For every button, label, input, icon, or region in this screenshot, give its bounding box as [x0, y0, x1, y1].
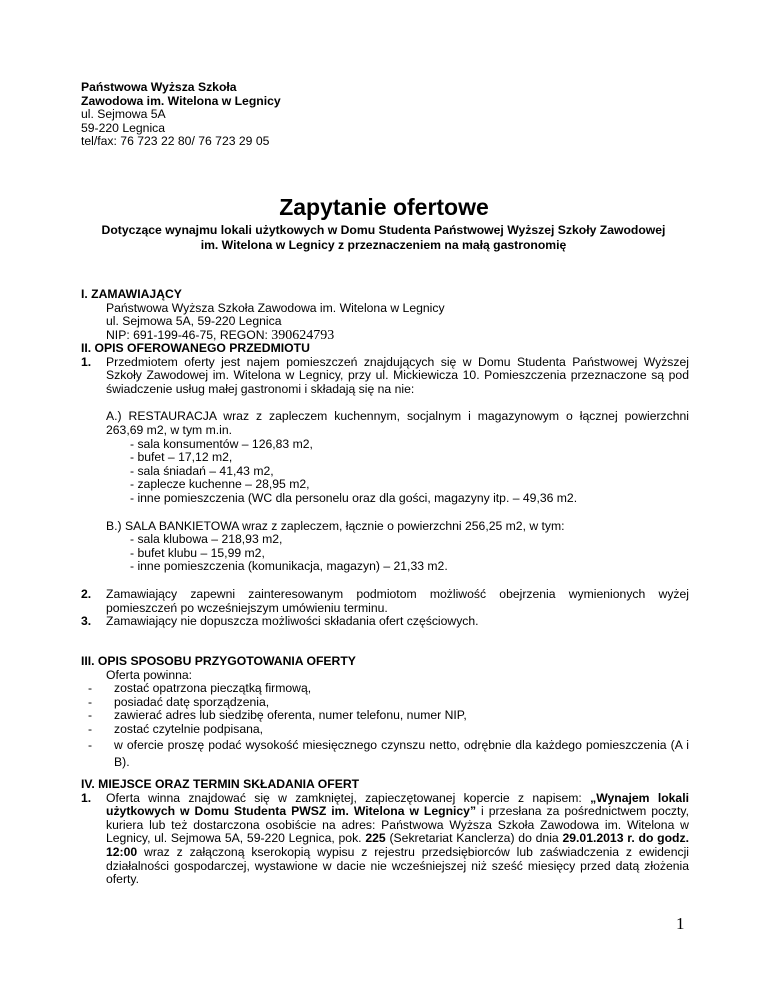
header-line: 59-220 Legnica [81, 120, 166, 135]
list-item-text: w ofercie proszę podać wysokość miesięcznego czynszu netto, odrębnie dla każdego pomieszczenia (A i B). [114, 737, 689, 769]
section-zamawiajacy [81, 288, 689, 342]
section-heading: IV. MIEJSCE ORAZ TERMIN SKŁADANIA OFERT [81, 777, 360, 791]
paragraph-text: Zamawiający zapewni zainteresowanym podmiotom możliwość obejrzenia wymienionych wyżej pomieszczeń po wcześniejszym umówieniu terminu. [106, 586, 689, 615]
list-item: - sala konsumentów – 126,83 m2, [130, 436, 313, 451]
document-subtitle [81, 223, 686, 252]
item-number: 1. [81, 790, 92, 805]
section-line: Państwowa Wyższa Szkoła Zawodowa im. Witelona w Legnicy [106, 300, 445, 315]
paragraph-text: Zamawiający nie dopuszcza możliwości składania ofert częściowych. [106, 614, 479, 629]
sender-header [81, 81, 281, 149]
option-a-intro: A.) RESTAURACJA wraz z zapleczem kuchennym, socjalnym i magazynowym o łącznej powierzchni 263,69 m2, w tym m.in. [106, 409, 689, 437]
list-item-text: zawierać adres lub siedzibę oferenta, numer telefonu, numer NIP, [114, 708, 467, 723]
list-item [81, 709, 689, 723]
bullet-dash: - [88, 737, 93, 752]
text-run: wraz z załączoną kserokopią wypisu z rejestru przedsiębiorców lub zaświadczenia z ewidencji działalności gospodarczej, wystawione w dacie nie wcześniejszej niż sześć miesięcy przed datą złożenia oferty. [106, 844, 689, 887]
item-number: 3. [81, 614, 92, 629]
header-line: ul. Sejmowa 5A [81, 107, 166, 122]
header-line: Zawodowa im. Witelona w Legnicy [81, 93, 281, 108]
list-item: - zaplecze kuchenne – 28,95 m2, [130, 477, 310, 492]
item-number: 1. [81, 354, 92, 369]
section-heading: I. ZAMAWIAJĄCY [81, 287, 182, 301]
option-b [81, 520, 689, 574]
subtitle-line: Dotyczące wynajmu lokali użytkowych w Domu Studenta Państwowej Wyższej Szkoły Zawodowej [101, 223, 666, 237]
page-number: 1 [676, 914, 685, 933]
deadline: 29.01.2013 r. do godz. 12:00 [106, 831, 689, 859]
numbered-paragraph [81, 588, 689, 615]
bullet-dash: - [88, 681, 93, 696]
list-item [81, 682, 689, 696]
bullet-dash: - [88, 694, 93, 709]
section-heading: III. OPIS SPOSOBU PRZYGOTOWANIA OFERTY [81, 654, 356, 668]
list-item: - bufet klubu – 15,99 m2, [130, 545, 265, 560]
numbered-paragraph [81, 615, 689, 629]
text-run: Oferta winna znajdować się w zamkniętej, zapieczętowanej kopercie z napisem: [106, 790, 591, 805]
list-item: - sala klubowa – 218,93 m2, [130, 532, 283, 547]
list-item: - inne pomieszczenia (komunikacja, magazyn) – 21,33 m2. [130, 559, 448, 574]
item-number: 2. [81, 586, 92, 601]
list-item-text: zostać opatrzona pieczątką firmową, [114, 681, 312, 696]
section-line: ul. Sejmowa 5A, 59-220 Legnica [106, 314, 282, 329]
text-run: (Sekretariat Kanclerza) do dnia [385, 831, 563, 846]
list-item-text: zostać czytelnie podpisana, [114, 721, 264, 736]
section-przedmiot [81, 342, 689, 629]
envelope-label: „Wynajem lokali użytkowych w Domu Studenta PWSZ im. Witelona w Legnicy” [106, 790, 689, 819]
room-number: 225 [365, 831, 386, 846]
option-a-list [106, 438, 689, 506]
numbered-paragraph [81, 356, 689, 397]
text-run: i przesłana za pośrednictwem poczty, kuriera lub też dostarczona osobiście na adres: Państwowa Wyższa Szkoła Zawodowa im. Witelona w Legnicy, ul. Sejmowa 5A, 59-220 Legnica, pok. [106, 804, 689, 846]
section-przygotowanie [81, 655, 689, 771]
bullet-dash: - [88, 721, 93, 736]
option-b-intro: B.) SALA BANKIETOWA wraz z zapleczem, łącznie o powierzchni 256,25 m2, w tym: [106, 518, 565, 533]
list-item [81, 696, 689, 710]
subtitle-line: im. Witelona w Legnicy z przeznaczeniem na małą gastronomię [200, 237, 567, 252]
option-a [81, 410, 689, 505]
option-b-list [106, 533, 689, 574]
section-heading: II. OPIS OFEROWANEGO PRZEDMIOTU [81, 341, 310, 355]
list-item [81, 723, 689, 737]
paragraph-text: Przedmiotem oferty jest najem pomieszczeń znajdujących się w Domu Studenta Państwowej Wyższej Szkoły Zawodowej im. Witelona w Legnicy, przy ul. Mickiewicza 10. Pomieszczenia przeznaczone są pod świadczenie usług małej gastronomi i składają się na nie: [106, 354, 689, 396]
list-item: - inne pomieszczenia (WC dla personelu oraz dla gości, magazyny itp. – 49,36 m2. [130, 490, 578, 505]
section-intro: Oferta powinna: [106, 667, 193, 682]
section-termin [81, 778, 689, 887]
list-item-text: posiadać datę sporządzenia, [114, 694, 270, 709]
numbered-paragraph [81, 792, 689, 887]
list-item: - bufet – 17,12 m2, [130, 450, 233, 465]
bullet-dash: - [88, 708, 93, 723]
regon-value: 390624793 [271, 327, 335, 343]
paragraph-text [106, 792, 689, 887]
list-item: - sala śniadań – 41,43 m2, [130, 463, 274, 478]
nip-text: NIP: 691-199-46-75, REGON: [106, 327, 272, 342]
list-item [81, 737, 689, 771]
header-line: tel/fax: 76 723 22 80/ 76 723 29 05 [81, 134, 270, 149]
document-title: Zapytanie ofertowe [279, 194, 489, 220]
header-line: Państwowa Wyższa Szkoła [81, 80, 237, 94]
